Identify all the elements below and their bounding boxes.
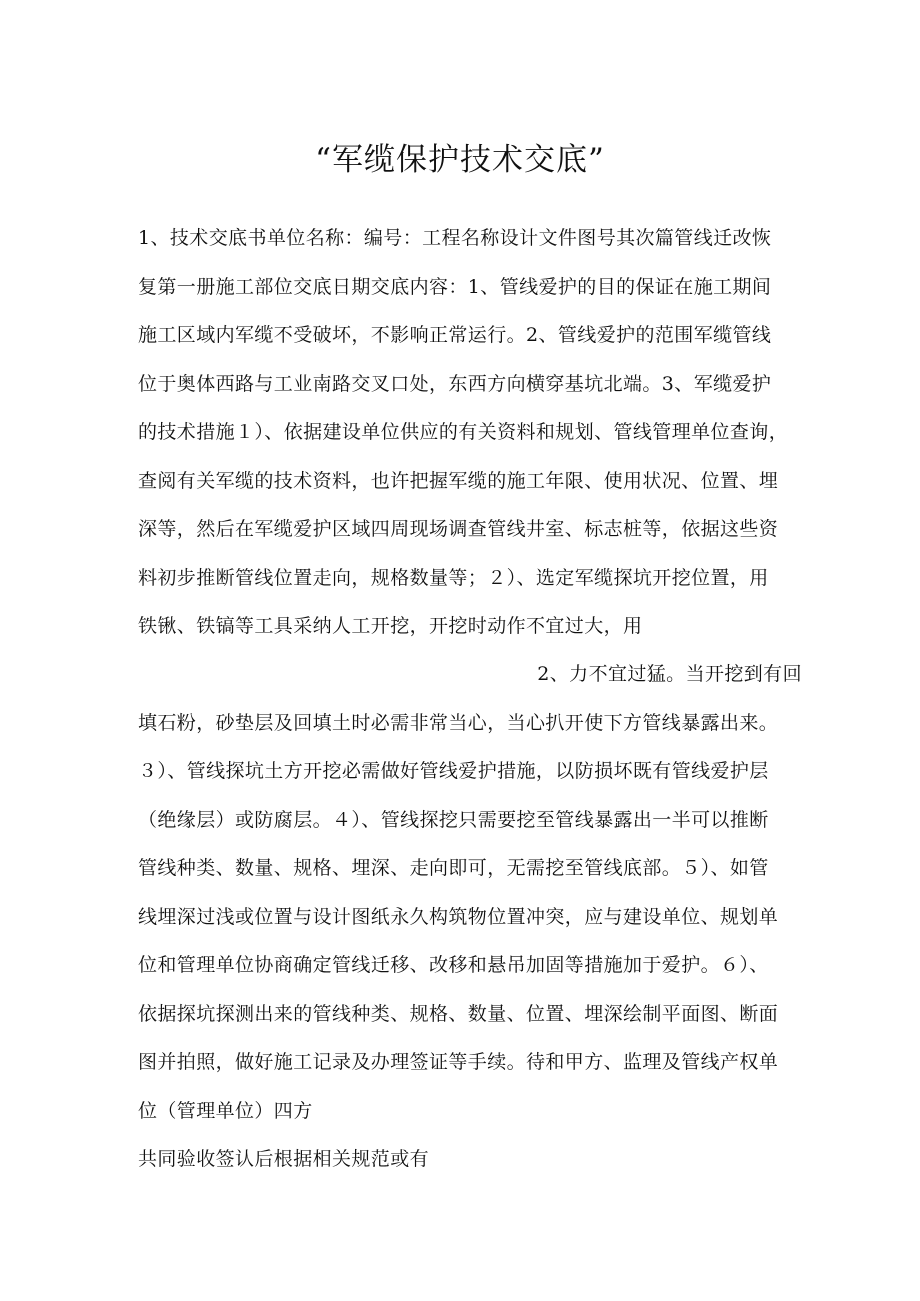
paragraph-line: 施工区域内军缆不受破坏，不影响正常运行。2、管线爱护的范围军缆管线 (138, 324, 772, 346)
paragraph-line: 位于奥体西路与工业南路交叉口处，东西方向横穿基坑北端。3、军缆爱护 (138, 373, 772, 395)
paragraph-line: 复第一册施工部位交底日期交底内容：1、管线爱护的目的保证在施工期间 (138, 276, 772, 298)
paragraph-line: 的技术措施１）、依据建设单位供应的有关资料和规划、管线管理单位查询， (138, 421, 789, 443)
paragraph-line: 管线种类、数量、规格、埋深、走向即可，无需挖至管线底部。５）、如管 (138, 857, 769, 879)
paragraph-line: 位和管理单位协商确定管线迁移、改移和悬吊加固等措施加于爱护。６）、 (138, 954, 769, 976)
paragraph-line: 共同验收签认后根据相关规范或有 (138, 1148, 430, 1170)
paragraph-line: 铁锹、铁镐等工具采纳人工开挖，开挖时动作不宜过大，用 (138, 615, 643, 637)
paragraph-line-right: 2、力不宜过猛。当开挖到有回 (537, 663, 802, 685)
document-title: “军缆保护技术交底” (315, 142, 605, 178)
paragraph-line: 依据探坑探测出来的管线种类、规格、数量、位置、埋深绘制平面图、断面 (138, 1003, 779, 1025)
paragraph-line: 线埋深过浅或位置与设计图纸永久构筑物位置冲突，应与建设单位、规划单 (138, 906, 779, 928)
paragraph-line: 位（管理单位）四方 (138, 1100, 313, 1122)
paragraph-line: 1、技术交底书单位名称：编号：工程名称设计文件图号其次篇管线迁改恢 (138, 227, 772, 249)
paragraph-line: 图并拍照，做好施工记录及办理签证等手续。待和甲方、监理及管线产权单 (138, 1051, 779, 1073)
paragraph-line: 料初步推断管线位置走向，规格数量等；２）、选定军缆探坑开挖位置，用 (138, 567, 769, 589)
paragraph-line: （绝缘层）或防腐层。４）、管线探挖只需要挖至管线暴露出一半可以推断 (138, 809, 769, 831)
paragraph-line: 查阅有关军缆的技术资料，也许把握军缆的施工年限、使用状况、位置、埋 (138, 470, 779, 492)
paragraph-line: ３）、管线探坑土方开挖必需做好管线爱护措施，以防损坏既有管线爱护层 (138, 760, 769, 782)
paragraph-line: 深等，然后在军缆爱护区域四周现场调查管线井室、标志桩等，依据这些资 (138, 518, 779, 540)
paragraph-line: 填石粉，砂垫层及回填土时必需非常当心，当心扒开使下方管线暴露出来。 (138, 712, 779, 734)
